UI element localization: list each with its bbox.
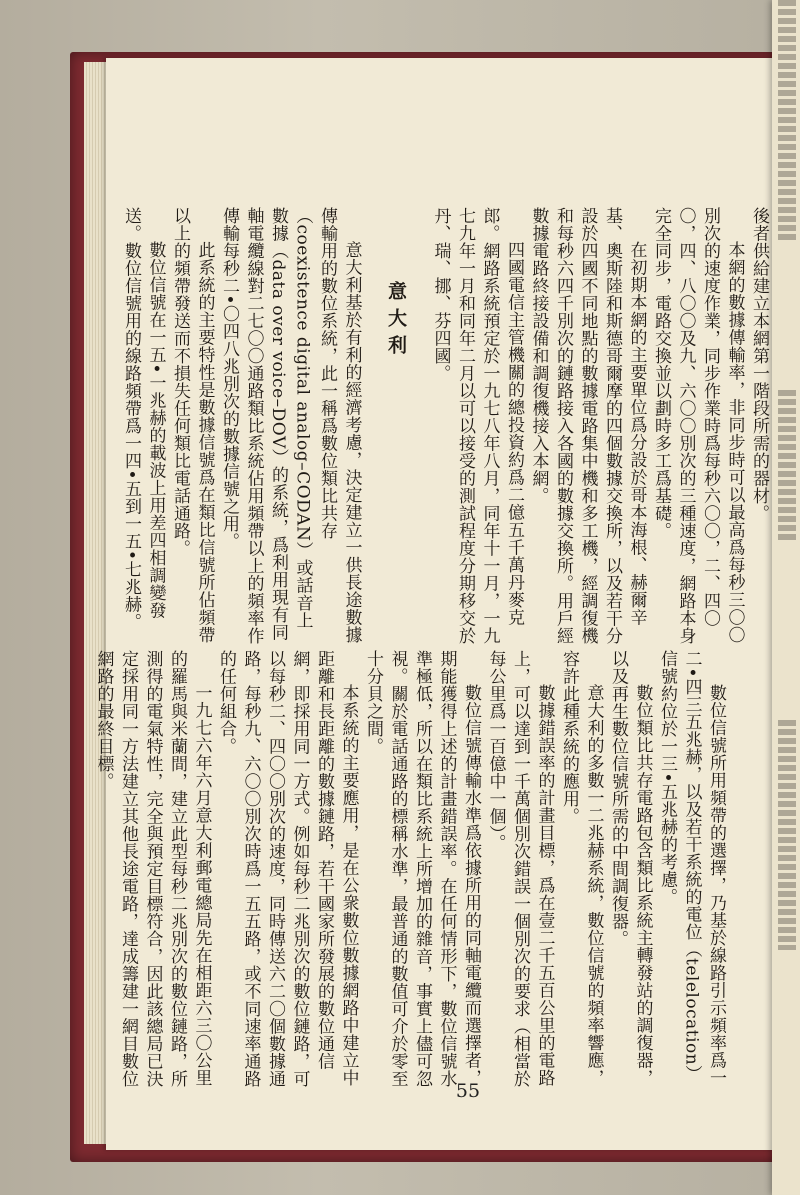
paragraph: 數位信號所用頻帶的選擇，乃基於線路引示頻率爲一二•四三五兆赫，以及若干系統的電位（telelocation）信號約位於一三•五兆赫的考慮。 xyxy=(657,650,726,1087)
paragraph: 數位信號在一五•一兆赫的載波上用差四相調變發送。數位信號用的線路頻帶爲一四•五到一五•七兆赫。 xyxy=(121,207,166,631)
lower-text-column xyxy=(93,650,728,1090)
paragraph: 數據錯誤率的計畫目標，爲在壹二千五百公里的電路上，可以達到一千萬個別次錯誤一個別次的要求（相當於每公里爲一百億中一個）。 xyxy=(485,650,555,1088)
paragraph: 數位類比共存電路包含類比系統主轉發站的調復器，以及再生數位信號所需的中間調復器。 xyxy=(608,650,653,1087)
paragraph: 此系統的主要特性是數據信號爲在類比信號所佔頻帶以上的頻帶發送而不損失任何類比電話通路。 xyxy=(170,207,215,644)
page-number: 55 xyxy=(455,1080,481,1102)
paragraph: 四國電信主管機關的總投資約爲二億五千萬丹麥克郎。網路系統預定於一九七八年八月，同年十一月，一九七九年一月和同年二月以可以接受的測試程度分期移交於丹、瑞、挪、芬四國。 xyxy=(430,207,524,645)
paragraph: 意大利的多數一二兆赫系統，數位信號的頻率響應，容許此種系統的應用。 xyxy=(559,650,604,1087)
paragraph: 在初期本網的主要單位爲分設於哥本海根、赫爾辛基、奧斯陸和斯德哥爾摩的四個數據交換所，以及若干分設於四國不同地點的數據電路集中機和多工機，經調復機和每秒六四千別次的鏈路接入各國的數據交換所。用戶經數據電路終接設備和調復機接入本網。 xyxy=(528,207,647,645)
paragraph: 意大利基於有利的經濟考慮，決定建立一供長途數據傳輸用的數位系統，此一稱爲數位類比共存（coexistence digital analog–CODAN）或話音上數據（data over voice–DOV）的系統，爲利用現有同軸電纜線對二七〇〇通路類比系統佔用頻帶以上的頻率作傳輸每秒二•〇四八兆別次的數據信號之用。 xyxy=(219,207,362,645)
upper-text-column xyxy=(121,207,771,645)
paragraph: 本系統的主要應用，是在公衆數位數據網路中建立中距離和長距離的數據鏈路，若干國家所發展的數位通信網，即採用同一方式。例如每秒二兆別次的數位鏈路，可以每秒二、四〇〇別次的速度，同時傳送六二〇個數據通路，每秒九、六〇〇別次時爲一五五路，或不同速率通路的任何組合。 xyxy=(216,650,359,1088)
paragraph: 後者供給建立本網第一階段所需的器材。 xyxy=(749,207,769,522)
paragraph: 本網的數據傳輸率，非同步時可以最高爲每秒三〇〇別次的速度作業，同步作業時爲每秒六〇〇，二、四〇〇，四、八〇〇及九、六〇〇別次的三種速度，網路本身完全同步，電路交換並以劃時多工爲基礎。 xyxy=(651,207,745,645)
facing-page-text xyxy=(778,390,796,540)
paragraph: 一九七六年六月意大利郵電總局先在相距六三〇公里的羅馬與米蘭間，建立此型每秒二兆別次的數位鏈路，所測得的電氣特性，完全與預定目標符合，因此該總局已決定採用同一方法建立其他長途電路，達成籌建一網目數位網路的最終目標。 xyxy=(93,650,212,1088)
facing-page-text xyxy=(778,0,796,240)
paragraph: 數位信號傳輸水準爲依據所用的同軸電纜而選擇者，期能獲得上述的計畫錯誤率。在任何情形下，數位信號水準極低，所以在類比系統上所增加的雜音，事實上儘可忽視。關於電話通路的標稱水準，最普通的數值可介於零至十分貝之間。 xyxy=(363,650,481,1088)
section-heading: 意大利 xyxy=(385,281,407,362)
facing-page-text xyxy=(778,720,796,950)
